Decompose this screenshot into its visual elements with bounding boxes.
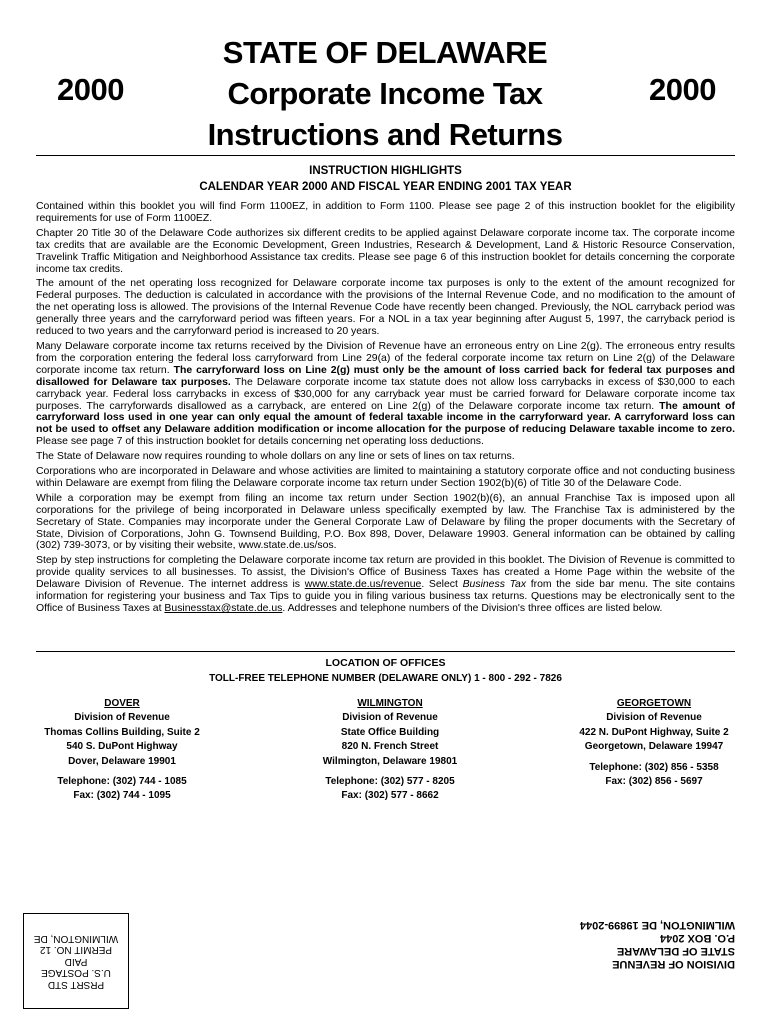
return-address: [555, 918, 735, 970]
office-city: Dover, Delaware 19901: [68, 755, 176, 767]
office-division: Division of Revenue: [342, 712, 438, 724]
website-text-b: . Select: [421, 579, 463, 591]
office-fax: Fax: (302) 744 - 1095: [73, 790, 171, 802]
line-2g-text-b: The Delaware corporate income tax statute does not allow loss carrybacks in excess of $30,000 to each carryback year. Federal loss carrybacks in excess of $30,000 for any carryback year must be carried forward for Delaware corporate income tax purposes. The carryforwards disallowed as a carryback, are entered on Line 2(g) of the Delaware corporate income tax return.: [36, 376, 735, 412]
paragraph-net-operating-loss: The amount of the net operating loss recognized for Delaware corporate income tax purposes is only to the extent of the amount recognized for Federal purposes. The deduction is calculated in accordance with the provisions of the Internal Revenue Code, and no modification to the amount of the net operating loss is allowed. The provisions of the Internal Revenue Code have recently been changed. Previously, the NOL carryback period was generally three years and the carryforward period was fifteen years. For a NOL in a tax year beginning after August 5, 1997, the carryback period is reduced to two years and the carryforward period is increased to 20 years.: [36, 278, 735, 338]
office-dover: [22, 697, 222, 804]
office-building: State Office Building: [340, 726, 440, 738]
website-text-a: Step by step instructions for completing the Delaware corporate income tax return are provided in this booklet. The Division of Revenue is committed to provide quality services to all businesses. To assist, the Division's Office of Business Taxes has created a Home Page within the website of the Delaware Division of Revenue. The internet address is: [36, 555, 735, 591]
postage-line: U.S. POSTAGE: [41, 967, 111, 979]
paragraph-franchise-tax: While a corporation may be exempt from filing an income tax return under Section 1902(b)(6), an annual Franchise Tax is imposed upon all corporations for the privilege of being incorporated in Delaware unless specifically exempted by law. The Franchise Tax is administered by the Secretary of State. Companies may incorporate under the General Corporate Law of Delaware by filing the proper documents with the Secretary of State, Division of Corporations, John G. Townsend Building, P.O. Box 898, Dover, Delaware 19903. General information can be obtained by calling (302) 739-3073, or by visiting their website, www.state.de.us/sos.: [36, 492, 735, 552]
offices-divider: [36, 651, 735, 652]
address-line: DIVISION OF REVENUE: [612, 958, 735, 970]
office-division: Division of Revenue: [74, 712, 170, 724]
website-text-d: . Addresses and telephone numbers of the Division's three offices are listed below.: [282, 603, 663, 614]
address-line: WILMINGTON, DE 19899-2044: [579, 919, 735, 931]
header-divider: [36, 155, 735, 156]
highlights-subheading: CALENDAR YEAR 2000 AND FISCAL YEAR ENDING 2001 TAX YEAR: [199, 181, 572, 193]
office-fax: Fax: (302) 856 - 5697: [605, 776, 703, 788]
line-2g-text-c: Please see page 7 of this instruction booklet for details concerning net operating loss deductions.: [36, 436, 484, 448]
revenue-website-link[interactable]: www.state.de.us/revenue: [304, 579, 422, 591]
office-name: DOVER: [104, 698, 140, 709]
address-line: STATE OF DELAWARE: [616, 945, 735, 957]
office-georgetown: [554, 697, 754, 789]
business-tax-italic: Business Tax: [462, 579, 527, 591]
year-left: 2000: [57, 72, 124, 107]
postage-line: PAID: [64, 955, 88, 967]
office-phone: Telephone: (302) 577 - 8205: [325, 776, 455, 788]
title-line-1: STATE OF DELAWARE: [222, 35, 548, 70]
website-text-c: from the side bar menu. The site contains information for registering your business and Tax Tips to guide you in filing various business tax returns. Questions may be electronically sent to the Office of Business Taxes at: [36, 579, 735, 614]
office-fax: Fax: (302) 577 - 8662: [341, 790, 439, 802]
paragraph-website: [36, 555, 735, 615]
office-name: WILMINGTON: [357, 698, 423, 709]
office-phone: Telephone: (302) 856 - 5358: [589, 761, 719, 773]
office-name: GEORGETOWN: [616, 698, 692, 709]
title-line-2: Corporate Income Tax: [227, 76, 543, 111]
paragraph-rounding: The State of Delaware now requires rounding to whole dollars on any line or sets of lines on tax returns.: [36, 451, 515, 463]
postage-line: WILMINGTON, DE: [33, 932, 119, 944]
office-street: 422 N. DuPont Highway, Suite 2: [579, 726, 729, 738]
highlights-heading: INSTRUCTION HIGHLIGHTS: [309, 165, 462, 177]
office-city: Georgetown, Delaware 19947: [584, 741, 724, 753]
office-phone: Telephone: (302) 744 - 1085: [57, 776, 187, 788]
address-line: P.O. BOX 2044: [659, 932, 735, 944]
office-wilmington: [290, 697, 490, 804]
instruction-body: [36, 201, 735, 618]
paragraph-exempt-corporations: Corporations who are incorporated in Delaware and whose activities are limited to maintaining a statutory corporate office and not conducting business within Delaware are exempt from filing the Delaware corporate income tax return under Section 1902(b)(6) of Title 30 of the Delaware Code.: [36, 466, 735, 489]
offices-heading: LOCATION OF OFFICES: [325, 657, 446, 669]
office-street: 820 N. French Street: [341, 741, 439, 753]
paragraph-line-2g: [36, 341, 735, 448]
postage-line: PRSRT STD: [47, 978, 105, 990]
tollfree-number: TOLL-FREE TELEPHONE NUMBER (DELAWARE ONLY) 1 - 800 - 292 - 7826: [209, 673, 562, 684]
line-2g-bold-b: The amount of carryforward loss used in one year can only equal the amount of federal taxable income in the carryforward year. A carryforward loss can not be used to offset any Delaware addition modification or income allocation for the purpose of reducing Delaware taxable income to zero.: [36, 400, 735, 436]
postage-permit-box: [23, 913, 129, 1009]
paragraph-tax-credits: Chapter 20 Title 30 of the Delaware Code authorizes six different credits to be applied against Delaware corporate income tax. The corporate income tax credits that are available are the Economic Development, Green Industries, Research & Development, Land & Historic Resource Conservation, Travelink Traffic Mitigation and Neighborhood Assistance tax credits. Please see page 6 of this instruction booklet for details concerning the corporate income tax credits.: [36, 227, 735, 275]
line-2g-text-a: Many Delaware corporate income tax returns received by the Division of Revenue have an erroneous entry on Line 2(g). The erroneous entry results from the corporation entering the federal loss carryforward from Line 29(a) of the federal corporate income tax return on Line 2(g) of the Delaware corporate income tax return.: [36, 340, 735, 376]
page-title: [150, 32, 620, 155]
office-street: 540 S. DuPont Highway: [66, 741, 178, 753]
business-tax-email-link[interactable]: Businesstax@state.de.us: [164, 603, 283, 614]
office-division: Division of Revenue: [606, 712, 702, 724]
line-2g-bold-a: The carryforward loss on Line 2(g) must only be the amount of loss carried back for federal tax purposes and disallowed for Delaware tax purposes.: [36, 364, 735, 388]
paragraph-form-1100ez: Contained within this booklet you will find Form 1100EZ, in addition to Form 1100. Please see page 2 of this instruction booklet for the eligibility requirements for use of Form 1100EZ.: [36, 201, 735, 224]
office-city: Wilmington, Delaware 19801: [322, 755, 458, 767]
office-building: Thomas Collins Building, Suite 2: [44, 726, 200, 738]
postage-line: PERMIT NO. 12: [39, 944, 113, 956]
title-line-3: Instructions and Returns: [207, 117, 563, 152]
year-right: 2000: [649, 72, 716, 107]
